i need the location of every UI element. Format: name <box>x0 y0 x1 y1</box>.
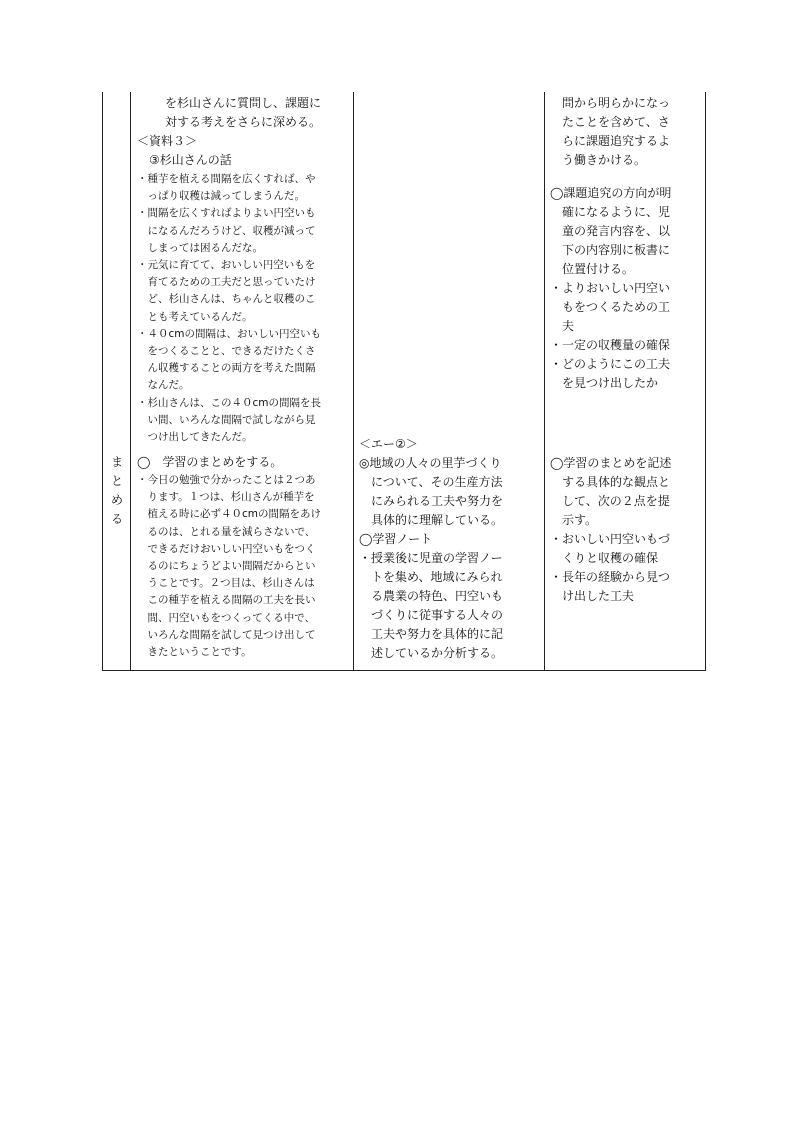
support-line: 童の発言内容を、以 <box>550 224 671 238</box>
bullet-line: しまっては困るんだな。 <box>137 241 263 254</box>
support-line: う働きかける。 <box>562 153 647 167</box>
support-bullet: ・長年の経験から見つ <box>550 570 671 584</box>
bullet-line: ・元気に育てて、おいしい円空いもを <box>137 259 316 272</box>
method-line: る農業の特色、円空いも <box>359 589 504 603</box>
support-line: たことを含めて、さ <box>562 115 670 129</box>
lesson-plan-table <box>102 92 706 671</box>
summary-cell <box>137 453 351 661</box>
column-divider <box>544 92 545 670</box>
support-bullet: ・おいしい円空いもづ <box>550 532 671 546</box>
method-label: ◯学習ノート <box>359 532 433 546</box>
bullet-line: をつくることと、できるだけたくさ <box>137 345 316 358</box>
bullet-line: 育てるための工夫だと思っていたけ <box>137 276 316 289</box>
support-line: 位置付ける。 <box>550 262 635 276</box>
method-line: 述しているか分析する。 <box>359 646 504 660</box>
bullet-line: になるんだろうけど、収穫が減って <box>137 224 316 237</box>
support-bullet: もをつくるための工 <box>550 300 671 314</box>
support-bullet: 夫 <box>550 319 575 333</box>
summary-heading: ◯ 学習のまとめをする。 <box>137 455 283 469</box>
method-line: ・授業後に児童の学習ノー <box>359 551 503 565</box>
bullet-line: ・４０cmの間隔は、おいしい円空いも <box>137 327 322 340</box>
column-divider <box>353 92 354 670</box>
summary-text: ・今日の勉強で分かったことは２つあ ります。１つは、杉山さんが種芋を 植える時に必ず４０cmの間隔をあけ るのは、とれる量を減らさないで、 できるだけおいしい円空いもをつく るのにちょうどよい間隔だからとい うことです。２つ目は、杉山さんは この種芋を植える間隔の工夫を長い 間、円空いもをつくってくる中で、 いろんな間隔を試して見つけ出して きたということです。 <box>137 474 322 659</box>
support-bullet: を見つけ出したか <box>550 376 659 390</box>
evaluation-line: にみられる工夫や努力を <box>359 494 504 508</box>
evaluation-label: ＜エー②＞ <box>359 437 418 451</box>
material-label: ＜資料３＞ <box>137 134 198 148</box>
evaluation-line: ◎地域の人々の里芋づくり <box>359 456 502 470</box>
bullet-line: とも考えているんだ。 <box>137 310 253 323</box>
intro-line: 対する考えをさらに深める。 <box>165 115 322 129</box>
bullet-line: ん収穫することの両方を考えた間隔 <box>137 362 316 375</box>
bullet-line: ・杉山さんは、この４０cmの間隔を長 <box>137 396 322 409</box>
intro-line: を杉山さんに質問し、課題に <box>165 96 322 110</box>
bullet-line: つけ出してきたんだ。 <box>137 431 253 444</box>
bullet-line: ・間隔を広くすればよりよい円空いも <box>137 207 316 220</box>
support-line: 問から明らかになっ <box>562 96 671 110</box>
bullet-line: ・種芋を植える間隔を広くすれば、や <box>137 173 316 185</box>
activity-cell-top <box>137 94 351 446</box>
bullet-line: ど、杉山さんは、ちゃんと収穫のこ <box>137 293 316 306</box>
column-divider <box>130 92 131 670</box>
support-bullet: ・よりおいしい円空い <box>550 281 671 295</box>
support-line: らに課題追究するよ <box>562 134 671 148</box>
bullet-line: っぱり収穫は減ってしまうんだ。 <box>137 190 305 203</box>
bullet-line: なんだ。 <box>137 379 190 392</box>
method-line: づくりに従事する人々の <box>359 608 504 622</box>
support-cell-bottom: ◯学習のまとめを記述 する具体的な観点と して、次の２点を提 示す。 ・おいしい円空いもづ くりと収穫の確保 ・長年の経験から見つ け出した工夫 <box>550 454 702 606</box>
material-title: ③杉山さんの話 <box>149 153 232 167</box>
support-bullet: ・どのようにこの工夫 <box>550 357 671 371</box>
evaluation-cell <box>359 435 543 663</box>
support-cell-top <box>550 94 702 393</box>
material-bullets <box>137 171 351 446</box>
support-bullet: くりと収穫の確保 <box>550 551 659 565</box>
support-bullet: ・一定の収穫量の確保 <box>550 338 671 352</box>
evaluation-line: 具体的に理解している。 <box>359 513 504 527</box>
support-line: 確になるように、児 <box>550 205 671 219</box>
bullet-line: い間、いろんな間隔で試しながら見 <box>137 413 316 426</box>
stage-label: ま と め る <box>110 455 123 526</box>
method-line: トを集め、地域にみられ <box>359 570 503 584</box>
evaluation-line: について、その生産方法 <box>359 475 503 489</box>
method-line: 工夫や努力を具体的に記 <box>359 627 504 641</box>
support-line: 下の内容別に板書に <box>550 243 671 257</box>
support-line: ◯課題追究の方向が明 <box>550 186 672 200</box>
support-bullet: け出した工夫 <box>550 589 635 603</box>
